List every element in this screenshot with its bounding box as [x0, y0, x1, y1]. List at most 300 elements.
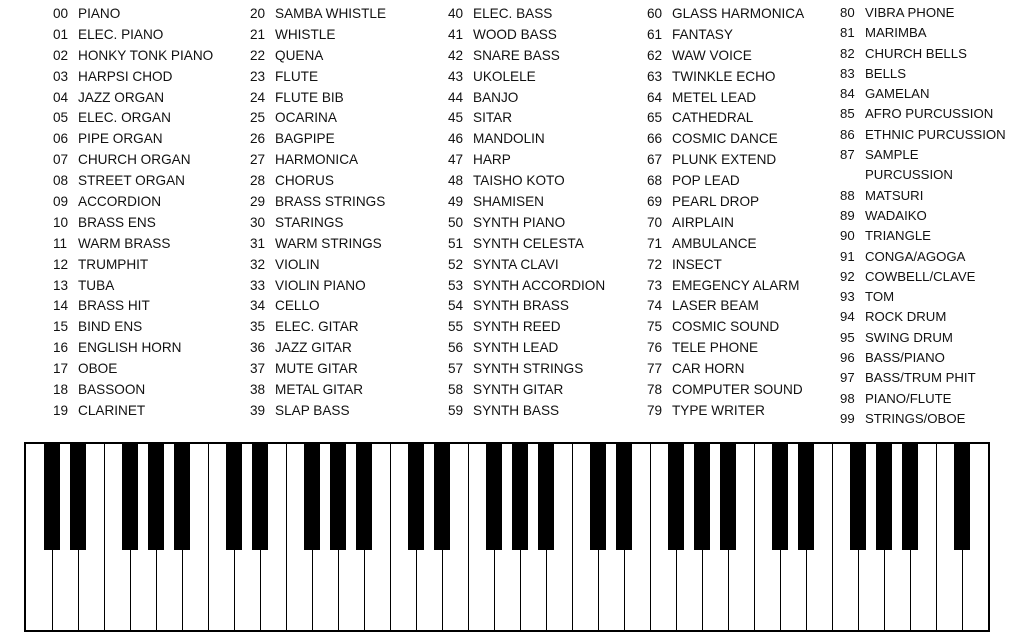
voice-name: HONKY TONK PIANO — [78, 47, 214, 63]
voice-name: FLUTE — [275, 68, 319, 84]
voice-number: 63 — [647, 68, 663, 84]
voice-list-item — [647, 234, 804, 255]
voice-name: ELEC. BASS — [473, 6, 553, 21]
voice-list-item — [840, 145, 1006, 165]
voice-list-item — [250, 46, 386, 67]
voice-number: 13 — [53, 277, 69, 293]
voice-list-item — [840, 348, 1006, 368]
voice-name: SYNTH PIANO — [473, 214, 566, 230]
voice-name: VIBRA PHONE — [865, 5, 955, 20]
voice-number: 71 — [647, 235, 663, 251]
voice-name: BAGPIPE — [275, 131, 335, 147]
voice-name: PLUNK EXTEND — [672, 152, 777, 168]
voice-number: 10 — [53, 214, 69, 230]
voice-list-item — [840, 44, 1006, 64]
voice-number: 35 — [250, 319, 266, 335]
voice-name: ENGLISH HORN — [78, 340, 182, 356]
voice-number: 03 — [53, 68, 69, 84]
voice-list-item — [53, 317, 213, 338]
voice-list-item — [840, 104, 1006, 124]
voice-list-item — [53, 4, 213, 25]
voice-list-item — [647, 359, 804, 380]
voice-number: 15 — [53, 319, 69, 335]
voice-name: CLARINET — [78, 402, 146, 418]
voice-name: VIOLIN PIANO — [275, 277, 366, 293]
voice-name: PIPE ORGAN — [78, 131, 163, 147]
voice-list-item — [448, 213, 605, 234]
voice-number: 55 — [448, 319, 464, 335]
voice-name: SITAR — [473, 110, 513, 126]
voice-name: TWINKLE ECHO — [672, 68, 776, 84]
voice-number: 85 — [840, 106, 855, 122]
voice-number: 16 — [53, 340, 69, 356]
voice-name: SYNTH REED — [473, 319, 561, 335]
voice-list-item — [840, 186, 1006, 206]
black-key[interactable] — [408, 444, 424, 550]
voice-number: 54 — [448, 298, 464, 314]
voice-name: CHURCH BELLS — [865, 45, 967, 61]
voice-list-item — [448, 192, 605, 213]
voice-number: 50 — [448, 214, 464, 230]
voice-list-item — [448, 276, 605, 297]
voice-number: 62 — [647, 47, 663, 63]
voice-name: WOOD BASS — [473, 26, 557, 42]
black-key[interactable] — [902, 444, 918, 550]
voice-list-item — [250, 171, 386, 192]
voice-name: TUBA — [78, 277, 115, 293]
voice-number: 75 — [647, 319, 663, 335]
piano-keyboard — [24, 442, 990, 632]
voice-number: 46 — [448, 131, 464, 147]
voice-number: 25 — [250, 110, 266, 126]
voice-name: BRASS HIT — [78, 298, 150, 314]
voice-number: 83 — [840, 65, 855, 81]
voice-list-item — [53, 150, 213, 171]
voice-list-item — [647, 25, 804, 46]
voice-list-item — [250, 150, 386, 171]
voice-list-item — [53, 234, 213, 255]
voice-name: SYNTH LEAD — [473, 340, 559, 356]
voice-number: 32 — [250, 256, 266, 272]
voice-number: 74 — [647, 298, 663, 314]
voice-name: WARM BRASS — [78, 235, 171, 251]
voice-list-item — [53, 213, 213, 234]
voice-name: STREET ORGAN — [78, 173, 186, 189]
voice-number: 81 — [840, 25, 855, 41]
voice-number: 11 — [53, 235, 68, 251]
voice-list-item — [840, 23, 1006, 43]
voice-list-item — [840, 64, 1006, 84]
voice-list-item — [250, 234, 386, 255]
voice-number: 49 — [448, 194, 464, 210]
voice-name: HARP — [473, 152, 511, 168]
voice-name: COSMIC SOUND — [672, 319, 780, 335]
voice-list-item — [647, 401, 804, 422]
voice-number: 48 — [448, 173, 464, 189]
voice-name: POP LEAD — [672, 173, 740, 189]
voice-number: 31 — [250, 235, 266, 251]
voice-name: BRASS STRINGS — [275, 194, 386, 210]
voice-name: AMBULANCE — [672, 235, 757, 251]
voice-name: BASSOON — [78, 382, 146, 398]
voice-name: BRASS ENS — [78, 214, 156, 230]
voice-column — [448, 4, 605, 422]
voice-list-item — [448, 4, 605, 25]
voice-name: BASS/PIANO — [865, 350, 945, 366]
voice-name: SYNTH BASS — [473, 402, 560, 418]
voice-number: 72 — [647, 256, 663, 272]
voice-name: METAL GITAR — [275, 382, 364, 398]
voice-name: AIRPLAIN — [672, 214, 734, 230]
voice-list-item — [53, 401, 213, 422]
voice-number: 14 — [53, 298, 69, 314]
voice-number: 76 — [647, 340, 663, 356]
voice-number: 84 — [840, 86, 855, 102]
voice-name: BELLS — [865, 65, 907, 81]
voice-list-item — [840, 368, 1006, 388]
voice-name: CHORUS — [275, 173, 334, 189]
voice-number: 95 — [840, 329, 855, 345]
voice-list-item — [647, 213, 804, 234]
voice-name: WADAIKO — [865, 207, 927, 223]
black-key[interactable] — [590, 444, 606, 550]
black-key[interactable] — [252, 444, 268, 550]
black-key[interactable] — [720, 444, 736, 550]
voice-list-item — [250, 380, 386, 401]
black-key[interactable] — [356, 444, 372, 550]
voice-number: 18 — [53, 382, 69, 398]
voice-number: 33 — [250, 277, 266, 293]
voice-name: TRIANGLE — [865, 228, 931, 244]
black-key[interactable] — [954, 444, 970, 550]
voice-name: METEL LEAD — [672, 89, 757, 105]
black-key[interactable] — [44, 444, 60, 550]
voice-list-item — [53, 129, 213, 150]
voice-number: 92 — [840, 268, 855, 284]
voice-number: 80 — [840, 5, 855, 20]
voice-number: 60 — [647, 6, 663, 21]
voice-name: SYNTH CELESTA — [473, 235, 584, 251]
voice-name: VIOLIN — [275, 256, 320, 272]
voice-list-item — [448, 129, 605, 150]
voice-list-item — [448, 359, 605, 380]
black-key[interactable] — [304, 444, 320, 550]
voice-list-item — [647, 192, 804, 213]
voice-name: BANJO — [473, 89, 519, 105]
voice-list-item — [250, 317, 386, 338]
voice-list-item — [448, 234, 605, 255]
voice-name: STARINGS — [275, 214, 344, 230]
voice-name: SAMBA WHISTLE — [275, 6, 387, 21]
voice-name: STRINGS/OBOE — [865, 410, 966, 426]
voice-number: 09 — [53, 194, 69, 210]
voice-number: 37 — [250, 361, 266, 377]
voice-number: 36 — [250, 340, 266, 356]
voice-name: CATHEDRAL — [672, 110, 754, 126]
voice-name: TYPE WRITER — [672, 402, 765, 418]
black-key[interactable] — [174, 444, 190, 550]
voice-list-item — [647, 276, 804, 297]
voice-number: 88 — [840, 187, 855, 203]
voice-list-item — [53, 88, 213, 109]
voice-name: PEARL DROP — [672, 194, 760, 210]
voice-number: 38 — [250, 382, 266, 398]
voice-list-item — [250, 67, 386, 88]
voice-list-item — [53, 296, 213, 317]
voice-list-item — [53, 338, 213, 359]
voice-number: 41 — [448, 26, 464, 42]
voice-list-item — [448, 67, 605, 88]
black-key[interactable] — [486, 444, 502, 550]
voice-name: MATSURI — [865, 187, 924, 203]
voice-number: 96 — [840, 350, 855, 366]
voice-list-item — [250, 401, 386, 422]
voice-list-item — [250, 4, 386, 25]
voice-number: 08 — [53, 173, 69, 189]
voice-name: SAMPLE — [865, 147, 919, 163]
voice-list-item — [448, 108, 605, 129]
voice-name: ELEC. ORGAN — [78, 110, 171, 126]
voice-name: JAZZ GITAR — [275, 340, 352, 356]
voice-number: 06 — [53, 131, 69, 147]
voice-number: 69 — [647, 194, 663, 210]
voice-number: 53 — [448, 277, 464, 293]
voice-name: BASS/TRUM PHIT — [865, 370, 976, 386]
voice-list-item — [647, 4, 804, 25]
black-key[interactable] — [434, 444, 450, 550]
voice-list-item — [53, 276, 213, 297]
voice-name: SYNTH BRASS — [473, 298, 569, 314]
black-key[interactable] — [694, 444, 710, 550]
voice-list-item — [448, 255, 605, 276]
voice-name: COSMIC DANCE — [672, 131, 778, 147]
voice-name: FANTASY — [672, 26, 733, 42]
voice-number: 87 — [840, 147, 855, 163]
voice-list-item — [250, 296, 386, 317]
voice-list-item — [53, 380, 213, 401]
voice-list-item — [448, 88, 605, 109]
voice-number: 04 — [53, 89, 69, 105]
voice-list-item — [250, 129, 386, 150]
voice-list-item — [647, 317, 804, 338]
voice-number: 07 — [53, 152, 69, 168]
voice-name: ACCORDION — [78, 194, 162, 210]
voice-name: COWBELL/CLAVE — [865, 268, 976, 284]
voice-list-item — [840, 328, 1006, 348]
black-key[interactable] — [122, 444, 138, 550]
voice-column — [250, 4, 386, 422]
voice-number: 82 — [840, 45, 855, 61]
voice-name: WARM STRINGS — [275, 235, 382, 251]
voice-name: MUTE GITAR — [275, 361, 358, 377]
black-key[interactable] — [70, 444, 86, 550]
voice-name: CONGA/AGOGA — [865, 248, 966, 264]
voice-number: 20 — [250, 6, 266, 21]
voice-name: UKOLELE — [473, 68, 536, 84]
voice-list-item — [250, 213, 386, 234]
voice-name: MANDOLIN — [473, 131, 545, 147]
voice-name: QUENA — [275, 47, 324, 63]
voice-name: CAR HORN — [672, 361, 745, 377]
voice-number: 39 — [250, 402, 266, 418]
voice-name: LASER BEAM — [672, 298, 759, 314]
voice-list-item — [647, 150, 804, 171]
voice-number: 98 — [840, 390, 855, 406]
voice-list-item — [448, 46, 605, 67]
voice-name: INSECT — [672, 256, 722, 272]
voice-name: COMPUTER SOUND — [672, 382, 803, 398]
voice-list-item — [840, 206, 1006, 226]
voice-list-item — [840, 3, 1006, 23]
voice-column — [840, 3, 1006, 429]
voice-number: 97 — [840, 370, 855, 386]
voice-name: CHURCH ORGAN — [78, 152, 191, 168]
voice-number: 93 — [840, 289, 855, 305]
voice-name: AFRO PURCUSSION — [865, 106, 994, 122]
voice-number: 17 — [53, 361, 69, 377]
voice-number: 56 — [448, 340, 464, 356]
black-key[interactable] — [616, 444, 632, 550]
voice-number: 77 — [647, 361, 663, 377]
voice-name: SNARE BASS — [473, 47, 560, 63]
black-key[interactable] — [226, 444, 242, 550]
voice-list-item — [647, 171, 804, 192]
voice-name: HARMONICA — [275, 152, 359, 168]
voice-list-item — [647, 108, 804, 129]
voice-list-item — [840, 409, 1006, 429]
voice-number: 26 — [250, 131, 266, 147]
voice-number: 02 — [53, 47, 69, 63]
voice-name: SYNTA CLAVI — [473, 256, 559, 272]
voice-number: 51 — [448, 235, 464, 251]
voice-list-item — [448, 380, 605, 401]
voice-list-item — [448, 171, 605, 192]
black-key[interactable] — [512, 444, 528, 550]
voice-list-item — [840, 389, 1006, 409]
voice-number: 90 — [840, 228, 855, 244]
voice-list-item — [250, 338, 386, 359]
voice-number: 40 — [448, 6, 464, 21]
black-key[interactable] — [876, 444, 892, 550]
voice-list-item — [53, 25, 213, 46]
voice-name: EMEGENCY ALARM — [672, 277, 800, 293]
voice-number: 24 — [250, 89, 266, 105]
voice-list-item — [250, 88, 386, 109]
voice-list-item — [840, 287, 1006, 307]
voice-name: TAISHO KOTO — [473, 173, 565, 189]
voice-number: 61 — [647, 26, 663, 42]
voice-number: 70 — [647, 214, 663, 230]
black-key[interactable] — [330, 444, 346, 550]
voice-number: 52 — [448, 256, 464, 272]
voice-column — [53, 4, 213, 422]
voice-list — [0, 4, 1024, 434]
voice-list-item — [647, 88, 804, 109]
voice-list-item — [840, 226, 1006, 246]
voice-number: 86 — [840, 126, 855, 142]
voice-number: 47 — [448, 152, 464, 168]
voice-list-item — [250, 359, 386, 380]
voice-list-item — [250, 108, 386, 129]
voice-number: 42 — [448, 47, 464, 63]
voice-name: PIANO/FLUTE — [865, 390, 952, 406]
black-key[interactable] — [772, 444, 788, 550]
voice-number: 29 — [250, 194, 266, 210]
voice-list-item — [647, 129, 804, 150]
voice-list-item — [840, 247, 1006, 267]
voice-number: 43 — [448, 68, 464, 84]
voice-name: CELLO — [275, 298, 320, 314]
voice-number: 58 — [448, 382, 464, 398]
voice-name: ROCK DRUM — [865, 309, 947, 325]
voice-list-item — [840, 307, 1006, 327]
voice-name: JAZZ ORGAN — [78, 89, 165, 105]
voice-list-item — [53, 46, 213, 67]
voice-number: 30 — [250, 214, 266, 230]
voice-list-item — [840, 84, 1006, 104]
voice-number: 65 — [647, 110, 663, 126]
voice-list-item — [840, 267, 1006, 287]
voice-name: PIANO — [78, 6, 121, 21]
voice-name: ETHNIC PURCUSSION — [865, 126, 1006, 142]
voice-list-item — [647, 255, 804, 276]
voice-list-item — [53, 67, 213, 88]
voice-name: GLASS HARMONICA — [672, 6, 805, 21]
voice-number: 78 — [647, 382, 663, 398]
voice-number: 73 — [647, 277, 663, 293]
voice-list-item — [448, 150, 605, 171]
voice-list-item — [647, 46, 804, 67]
voice-number: 00 — [53, 6, 69, 21]
voice-list-item — [53, 171, 213, 192]
voice-number: 79 — [647, 402, 663, 418]
black-key[interactable] — [148, 444, 164, 550]
black-key[interactable] — [668, 444, 684, 550]
voice-number: 59 — [448, 402, 464, 418]
voice-number: 28 — [250, 173, 266, 189]
voice-list-item — [647, 338, 804, 359]
voice-number: 34 — [250, 298, 266, 314]
voice-list-item — [448, 25, 605, 46]
voice-list-item — [53, 108, 213, 129]
voice-name: BIND ENS — [78, 319, 143, 335]
black-key[interactable] — [538, 444, 554, 550]
voice-name: SYNTH STRINGS — [473, 361, 584, 377]
voice-list-item — [647, 296, 804, 317]
voice-number: 19 — [53, 402, 69, 418]
voice-list-item — [448, 338, 605, 359]
voice-list-item — [53, 255, 213, 276]
voice-name: TELE PHONE — [672, 340, 759, 356]
voice-name: OCARINA — [275, 110, 337, 126]
voice-name: TRUMPHIT — [78, 256, 149, 272]
voice-number: 12 — [53, 256, 69, 272]
voice-number: 23 — [250, 68, 266, 84]
voice-number: 01 — [53, 26, 69, 42]
voice-name: PURCUSSION — [865, 167, 953, 183]
black-key[interactable] — [850, 444, 866, 550]
voice-name: SWING DRUM — [865, 329, 953, 345]
voice-number: 68 — [647, 173, 663, 189]
black-key[interactable] — [798, 444, 814, 550]
voice-number: 21 — [250, 26, 266, 42]
voice-name: WAW VOICE — [672, 47, 752, 63]
voice-list-item — [250, 276, 386, 297]
voice-list-item — [448, 317, 605, 338]
voice-column — [647, 4, 804, 422]
voice-list-item — [448, 296, 605, 317]
voice-number: 44 — [448, 89, 464, 105]
